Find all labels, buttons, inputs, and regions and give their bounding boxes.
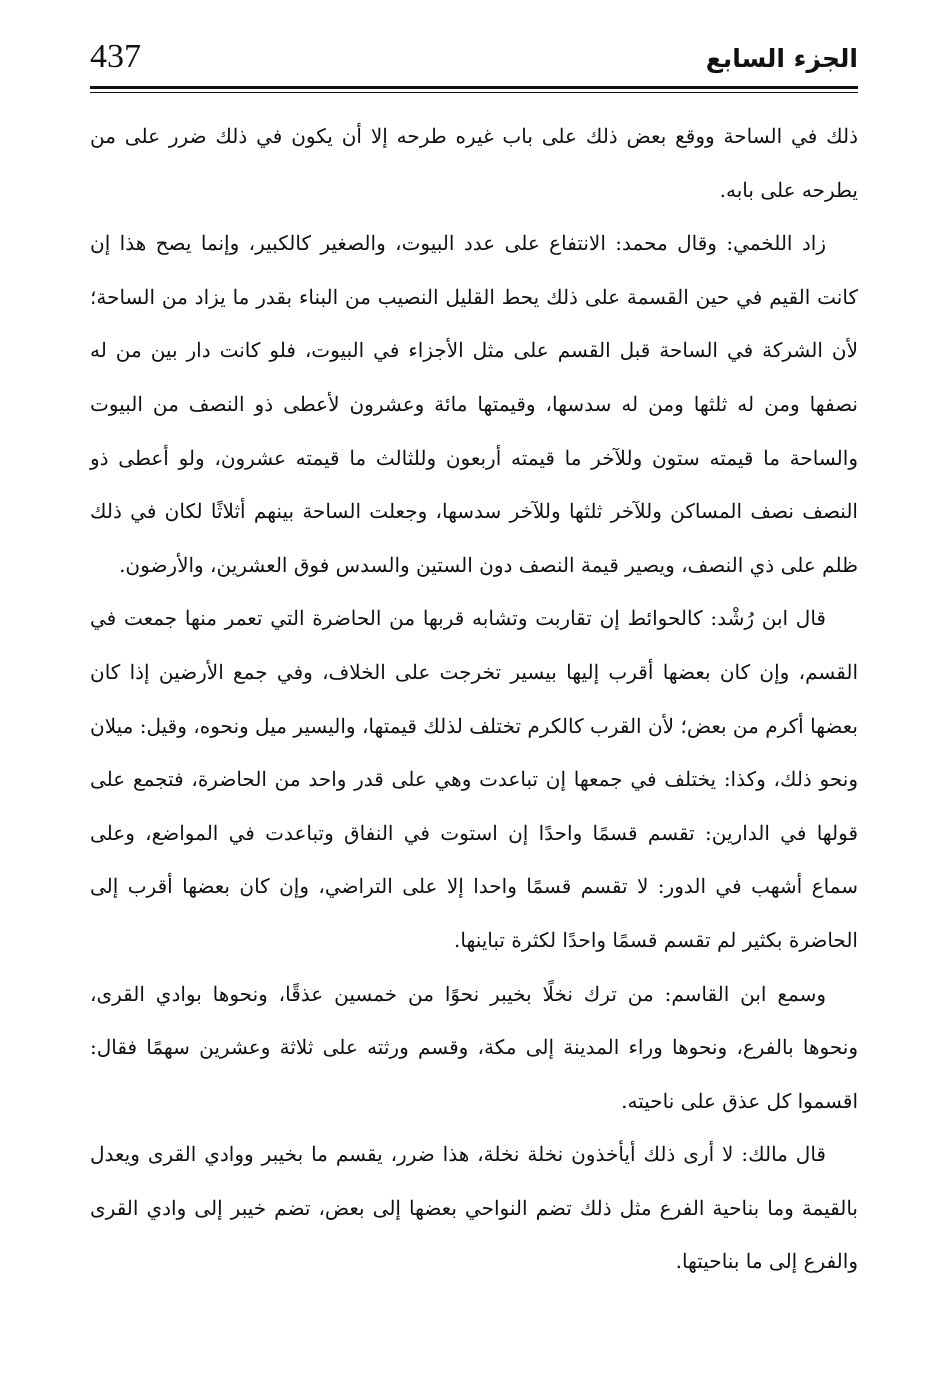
body-text <box>90 110 858 1289</box>
paragraph: ذلك في الساحة ووقع بعض ذلك على باب غيره طرحه إلا أن يكون في ذلك ضرر على من يطرحه على بابه. <box>90 124 858 202</box>
paragraph: وسمع ابن القاسم: من ترك نخلًا بخيبر نحوًا من خمسين عذقًا، ونحوها بوادي القرى، ونحوها بالفرع، ونحوها وراء المدينة إلى مكة، وقسم ورثته على ثلاثة وعشرين سهمًا فقال: اقسموا كل عذق على ناحيته. <box>90 981 858 1113</box>
paragraph: زاد اللخمي: وقال محمد: الانتفاع على عدد البيوت، والصغير كالكبير، وإنما يصح هذا إن كانت القيم في حين القسمة على ذلك يحط القليل النصيب من البناء بقدر ما يزاد من الساحة؛ لأن الشركة في الساحة قبل القسم على مثل الأجزاء في البيوت، فلو كانت دار بين من له نصفها ومن له ثلثها ومن له سدسها، وقيمتها مائة وعشرون لأعطى ذو النصف من البيوت والساحة ما قيمته ستون وللآخر ما قيمته أربعون وللثالث ما قيمته عشرون، ولو أعطى ذو النصف نصف المساكن وللآخر ثلثها وللآخر سدسها، وجعلت الساحة بينهم أثلاثًا لكان في ذلك ظلم على ذي النصف، ويصير قيمة النصف دون الستين والسدس فوق العشرين، والأرضون. <box>90 231 858 577</box>
header-rule-thick <box>90 86 858 89</box>
header-rule-thin <box>90 92 858 93</box>
running-title: الجزء السابع <box>705 44 858 73</box>
page-header <box>90 36 858 86</box>
paragraph: قال ابن رُشْد: كالحوائط إن تقاربت وتشابه قربها من الحاضرة التي تعمر منها جمعت في القسم، وإن كان بعضها أقرب إليها بيسير تخرجت على الخلاف، وفي جمع الأرضين إذا كان بعضها أكرم من بعض؛ لأن القرب كالكرم تختلف لذلك قيمتها، واليسير ميل ونحوه، وقيل: ميلان ونحو ذلك، وكذا: يختلف في جمعها إن تباعدت وهي على قدر واحد من الحاضرة، فتجمع على قولها في الدارين: تقسم قسمًا واحدًا إن استوت في النفاق وتباعدت في المواضع، وعلى سماع أشهب في الدور: لا تقسم قسمًا واحدا إلا على التراضي، وإن كان بعضها أقرب إلى الحاضرة بكثير لم تقسم قسمًا واحدًا لكثرة تباينها. <box>90 606 858 952</box>
page-number: 437 <box>90 38 141 75</box>
paragraph: قال مالك: لا أرى ذلك أيأخذون نخلة نخلة، هذا ضرر، يقسم ما بخيبر ووادي القرى ويعدل بالقيمة وما بناحية الفرع مثل ذلك تضم النواحي بعضها إلى بعض، تضم خيبر إلى وادي القرى والفرع إلى ما بناحيتها. <box>90 1142 858 1274</box>
